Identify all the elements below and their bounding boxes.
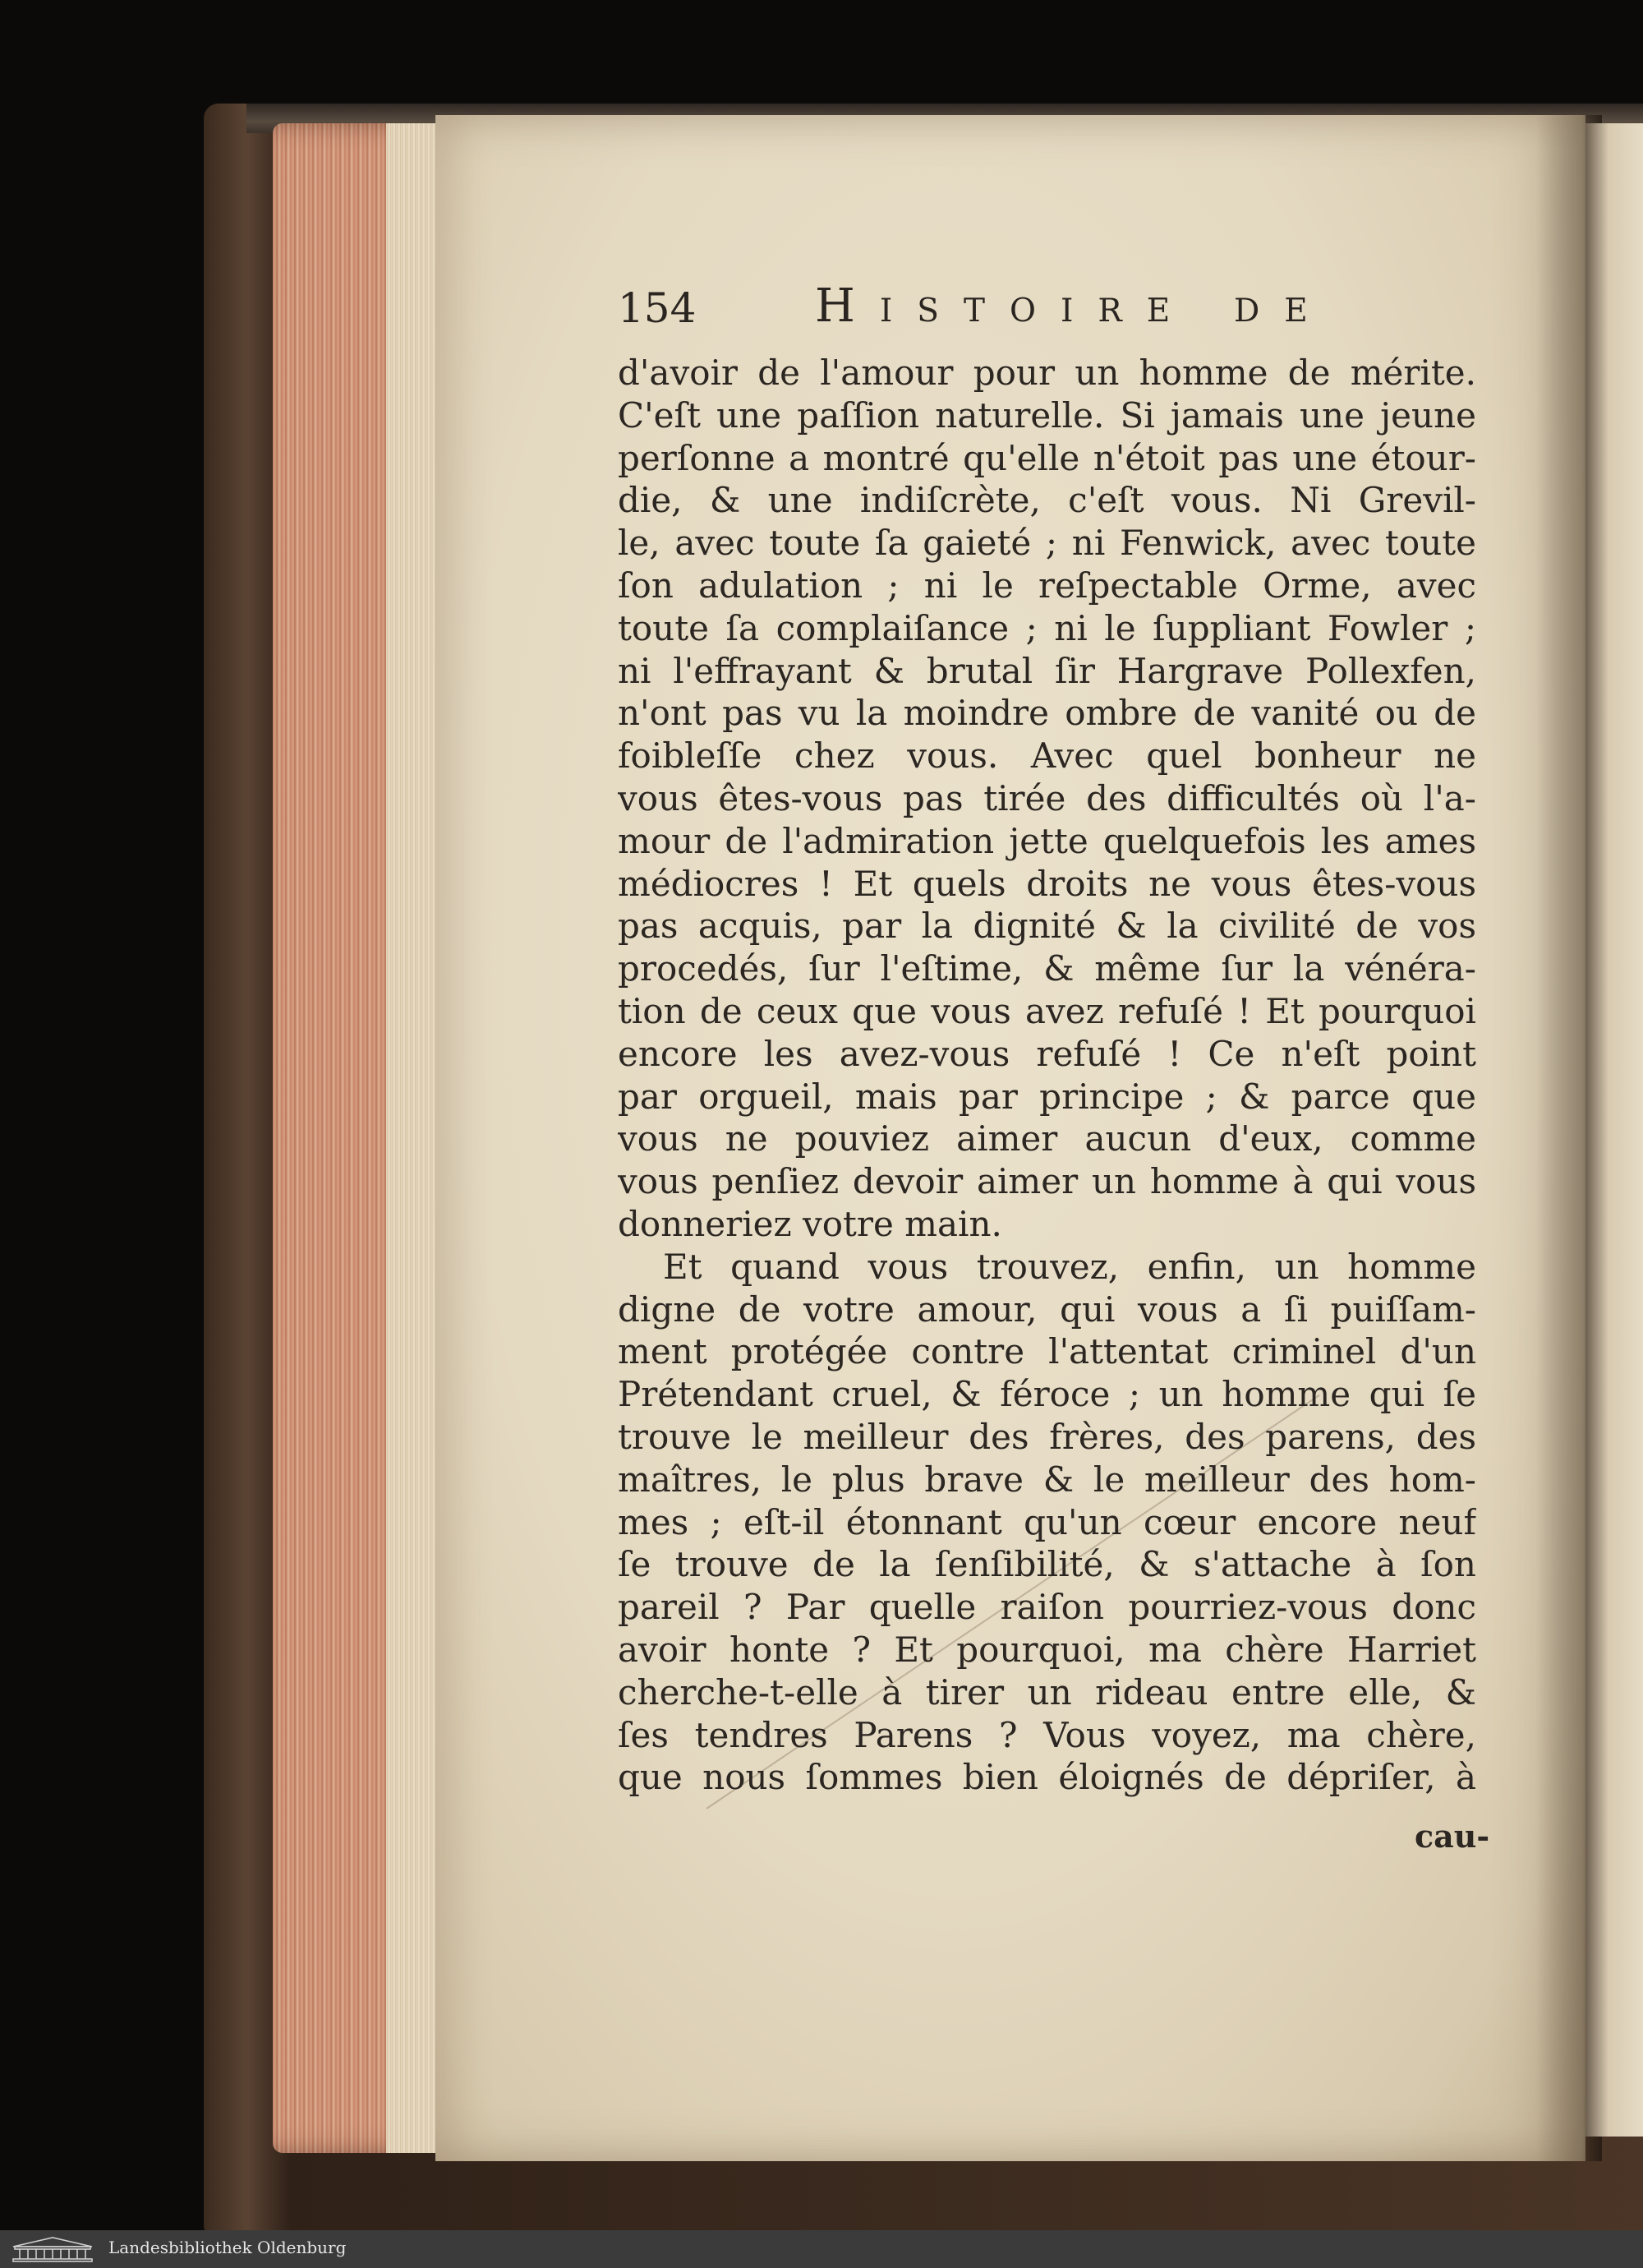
text-line: ment protégée contre l'attentat criminel d'un xyxy=(618,1331,1476,1372)
text-line: ni l'effrayant & brutal ſir Hargrave Pollexfen, xyxy=(618,650,1476,691)
text-line: le, avec toute ſa gaieté ; ni Fenwick, avec toute xyxy=(618,523,1476,564)
body-text xyxy=(618,352,1476,1799)
running-head: Histoire de xyxy=(815,279,1332,333)
page-number: 154 xyxy=(618,284,697,332)
text-line: pareil ? Par quelle raiſon pourriez-vous donc xyxy=(618,1587,1476,1628)
text-line: ſes tendres Parens ? Vous voyez, ma chère, xyxy=(618,1714,1476,1755)
text-line: médiocres ! Et quels droits ne vous êtes-vous xyxy=(618,863,1476,904)
text-line: maîtres, le plus brave & le meilleur des hom- xyxy=(618,1459,1476,1500)
paragraph-end-line: donneriez votre main. xyxy=(618,1203,1002,1244)
page-header xyxy=(618,279,1480,337)
text-line: ſe trouve de la ſenſibilité, & s'attache à ſon xyxy=(618,1544,1476,1585)
text-line: tion de ceux que vous avez refuſé ! Et pourquoi xyxy=(618,990,1476,1031)
text-line: avoir honte ? Et pourquoi, ma chère Harriet xyxy=(618,1629,1476,1670)
text-line: vous êtes-vous pas tirée des difficultés où l'a- xyxy=(618,777,1476,818)
text-line: foibleſſe chez vous. Avec quel bonheur ne xyxy=(618,735,1476,777)
text-line: procedés, ſur l'eſtime, & même ſur la vénéra- xyxy=(618,948,1476,989)
text-line: mour de l'admiration jette quelquefois les ames xyxy=(618,820,1476,861)
text-line: perſonne a montré qu'elle n'étoit pas une étour- xyxy=(618,437,1476,478)
library-building-icon xyxy=(10,2235,95,2263)
text-line: vous penſiez devoir aimer un homme à qui vous xyxy=(618,1161,1476,1202)
text-line: vous ne pouviez aimer aucun d'eux, comme xyxy=(618,1118,1476,1159)
text-line: C'eſt une paſſion naturelle. Si jamais une jeune xyxy=(618,394,1476,436)
paragraph-start-line: Et quand vous trouvez, enfin, un homme xyxy=(663,1246,1476,1287)
text-line: die, & une indiſcrète, c'eſt vous. Ni Grevil- xyxy=(618,480,1476,521)
catchword: cau- xyxy=(1415,1818,1490,1855)
text-line: n'ont pas vu la moindre ombre de vanité ou de xyxy=(618,693,1476,734)
library-name: Landesbibliothek Oldenburg xyxy=(108,2238,347,2257)
text-line: ſon adulation ; ni le reſpectable Orme, avec xyxy=(618,565,1476,606)
library-footer-bar xyxy=(0,2230,1643,2268)
text-line: toute ſa complaiſance ; ni le ſuppliant Fowler ; xyxy=(618,607,1476,648)
text-line: trouve le meilleur des frères, des parens, des xyxy=(618,1416,1476,1457)
text-line: par orgueil, mais par principe ; & parce que xyxy=(618,1076,1476,1117)
text-line: que nous ſommes bien éloignés de dépriſer, à xyxy=(618,1757,1476,1798)
text-line: encore les avez-vous refuſé ! Ce n'eſt point xyxy=(618,1033,1476,1074)
text-line: pas acquis, par la dignité & la civilité de vos xyxy=(618,906,1476,947)
text-line: Prétendant cruel, & féroce ; un homme qui ſe xyxy=(618,1374,1476,1415)
text-line: digne de votre amour, qui vous a ſi puiſſam- xyxy=(618,1288,1476,1330)
facing-page xyxy=(1585,123,1643,2137)
text-line: cherche-t-elle à tirer un rideau entre elle, & xyxy=(618,1671,1476,1713)
text-line: mes ; eſt-il étonnant qu'un cœur encore neuf xyxy=(618,1501,1476,1542)
text-line: d'avoir de l'amour pour un homme de mérite. xyxy=(618,353,1476,393)
